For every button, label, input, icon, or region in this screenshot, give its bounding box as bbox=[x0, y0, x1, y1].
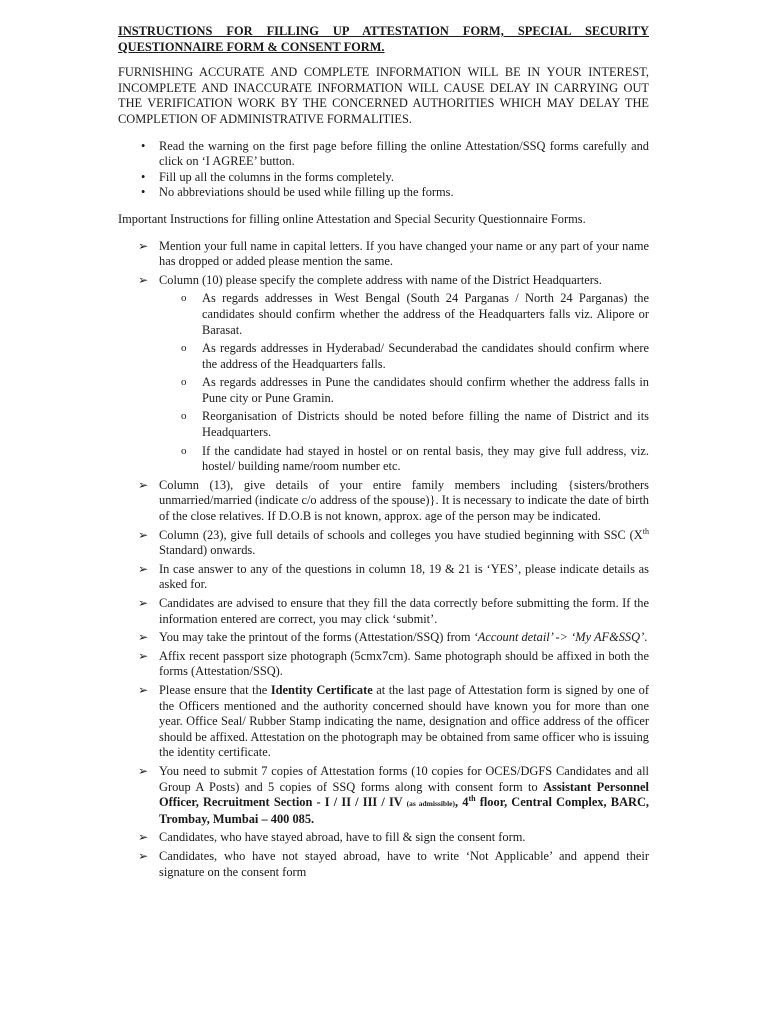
text-segment: Please ensure that the bbox=[159, 682, 271, 697]
instructions-document bbox=[118, 24, 649, 883]
bullet-text: Read the warning on the first page before filling the online Attestation/SSQ forms carefully and click on ‘I AGREE’ button. bbox=[159, 138, 649, 169]
sub-item bbox=[159, 444, 649, 475]
arrow-bullet-icon: ➢ bbox=[138, 238, 149, 253]
instruction-text bbox=[159, 764, 649, 826]
instruction-text: Column (10) please specify the complete address with name of the District Headquarters. bbox=[159, 272, 602, 287]
arrow-bullet-icon: ➢ bbox=[138, 561, 149, 576]
instruction-text: Candidates, who have stayed abroad, have to fill & sign the consent form. bbox=[159, 830, 526, 845]
text-segment: You need to submit 7 copies of Attestation forms (10 copies for OCES/DGFS Candidates and all Group A Posts) and 5 copies of SSQ forms along with consent form to bbox=[159, 763, 649, 794]
bullet-text: Fill up all the columns in the forms completely. bbox=[159, 169, 394, 184]
bold-address: Assistant Personnel Officer, Recruitment Section - I / II / III / IV bbox=[159, 779, 649, 810]
instruction-item-submit bbox=[118, 596, 649, 627]
instruction-item-abroad bbox=[118, 830, 649, 846]
intro-paragraph: FURNISHING ACCURATE AND COMPLETE INFORMATION WILL BE IN YOUR INTEREST, INCOMPLETE AND INACCURATE INFORMATION WILL CAUSE DELAY IN CARRYING OUT THE VERIFICATION WORK BY THE CONCERNED AUTHORITIES WHICH MAY DELAY THE COMPLETION OF ADMINISTRATIVE FORMALITIES. bbox=[118, 65, 649, 126]
instruction-item-identity bbox=[118, 683, 649, 761]
column10-sub-list bbox=[159, 291, 649, 475]
instruction-item-yes-answer bbox=[118, 562, 649, 593]
instruction-item-column10 bbox=[118, 273, 649, 475]
sub-item-text: Reorganisation of Districts should be noted before filling the name of District and its Headquarters. bbox=[202, 409, 649, 440]
bullet-item bbox=[118, 139, 649, 170]
instruction-item-not-abroad bbox=[118, 849, 649, 880]
document-title: INSTRUCTIONS FOR FILLING UP ATTESTATION FORM, SPECIAL SECURITY QUESTIONNAIRE FORM & CONSENT FORM. bbox=[118, 24, 649, 54]
instruction-item-column13 bbox=[118, 478, 649, 525]
instruction-text bbox=[159, 528, 649, 558]
sub-item-text: As regards addresses in West Bengal (South 24 Parganas / North 24 Parganas) the candidates should confirm whether the address of the Headquarters falls viz. Alipore or Barasat. bbox=[202, 291, 649, 337]
circle-bullet-icon: o bbox=[181, 376, 187, 389]
instruction-text bbox=[159, 683, 649, 759]
sub-item bbox=[159, 291, 649, 338]
bullet-dot-icon: • bbox=[141, 185, 146, 200]
bold-address: floor, Central Complex, BARC, Trombay, Mumbai – 400 085. bbox=[159, 795, 650, 826]
superscript: th bbox=[642, 526, 649, 536]
sub-item-text: If the candidate had stayed in hostel or on rental basis, they may give full address, viz. hostel/ building name/room number etc. bbox=[202, 443, 649, 474]
arrow-bullet-icon: ➢ bbox=[138, 272, 149, 287]
bullet-text: No abbreviations should be used while filling up the forms. bbox=[159, 185, 454, 200]
arrow-bullet-icon: ➢ bbox=[138, 596, 149, 610]
text-segment: . bbox=[644, 630, 648, 645]
bullet-dot-icon: • bbox=[141, 138, 146, 153]
instruction-item-name bbox=[118, 239, 649, 270]
bold-term: Identity Certificate bbox=[270, 682, 373, 697]
arrow-bullet-icon: ➢ bbox=[138, 477, 149, 492]
sub-item-text: As regards addresses in Hyderabad/ Secunderabad the candidates should confirm where the address of the Headquarters falls. bbox=[202, 341, 649, 371]
instruction-text: Mention your full name in capital letters. If you have changed your name or any part of your name has dropped or added please mention the same. bbox=[159, 238, 649, 269]
instruction-item-column23 bbox=[118, 528, 649, 559]
bullet-item bbox=[118, 185, 649, 201]
instruction-text: Column (13), give details of your entire family members including {sisters/brothers unmarried/married (indicate c/o address of the spouse)}. It is necessary to indicate the date of birth of the close relatives. If D.O.B is not known, approx. age of the person may be indicated. bbox=[159, 477, 649, 524]
text-segment: Column (23), give full details of schools and colleges you have studied beginning with SSC (X bbox=[159, 527, 643, 542]
bullet-dot-icon: • bbox=[141, 169, 146, 184]
text-segment: Standard) onwards. bbox=[159, 543, 256, 558]
instruction-text: In case answer to any of the questions in column 18, 19 & 21 is ‘YES’, please indicate details as asked for. bbox=[159, 561, 649, 592]
arrow-bullet-icon: ➢ bbox=[138, 830, 149, 845]
arrow-bullet-icon: ➢ bbox=[138, 527, 149, 542]
important-instructions-heading: Important Instructions for filling online Attestation and Special Security Questionnaire Forms. bbox=[118, 211, 586, 226]
instruction-text bbox=[159, 630, 647, 644]
text-segment: at the last page of Attestation form is signed by one of the Officers mentioned and the authority concerned should have known you for more than one year. Office Seal/ Rubber Stamp indicating the name, designation and office address of the officer should be affixed. Attestation on the photograph may be obtained from same officer who is issuing the identity certificate. bbox=[159, 682, 649, 760]
arrow-bullet-icon: ➢ bbox=[138, 648, 149, 663]
instruction-text: Affix recent passport size photograph (5cmx7cm). Same photograph should be affixed in both the forms (Attestation/SSQ). bbox=[159, 648, 649, 679]
arrow-bullet-icon: ➢ bbox=[138, 682, 149, 697]
sub-item-text: As regards addresses in Pune the candidates should confirm whether the address falls in Pune city or Pune Gramin. bbox=[202, 375, 649, 405]
bold-address: , 4 bbox=[455, 795, 469, 810]
menu-path-text: ‘Account detail’ -> ‘My AF&SSQ’ bbox=[473, 630, 645, 645]
circle-bullet-icon: o bbox=[181, 410, 187, 423]
sub-item bbox=[159, 375, 649, 406]
arrow-bullet-icon: ➢ bbox=[138, 630, 149, 645]
text-segment: You may take the printout of the forms (Attestation/SSQ) from bbox=[159, 630, 474, 645]
instruction-item-printout bbox=[118, 630, 649, 646]
sub-item bbox=[159, 409, 649, 440]
arrow-bullet-icon: ➢ bbox=[138, 763, 149, 778]
instruction-item-copies bbox=[118, 764, 649, 827]
arrow-bullet-icon: ➢ bbox=[138, 848, 149, 863]
general-bullet-list bbox=[118, 139, 649, 201]
small-note: (as admissible) bbox=[406, 799, 456, 809]
superscript: th bbox=[468, 794, 476, 804]
instruction-arrow-list bbox=[118, 239, 649, 881]
bullet-item bbox=[118, 170, 649, 186]
circle-bullet-icon: o bbox=[181, 292, 187, 305]
instruction-text: Candidates, who have not stayed abroad, have to write ‘Not Applicable’ and append their signature on the consent form bbox=[159, 848, 649, 879]
instruction-text: Candidates are advised to ensure that they fill the data correctly before submitting the form. If the information entered are correct, you may click ‘submit’. bbox=[159, 596, 649, 626]
instruction-item-photo bbox=[118, 649, 649, 680]
circle-bullet-icon: o bbox=[181, 342, 187, 355]
circle-bullet-icon: o bbox=[181, 444, 187, 457]
sub-item bbox=[159, 341, 649, 372]
